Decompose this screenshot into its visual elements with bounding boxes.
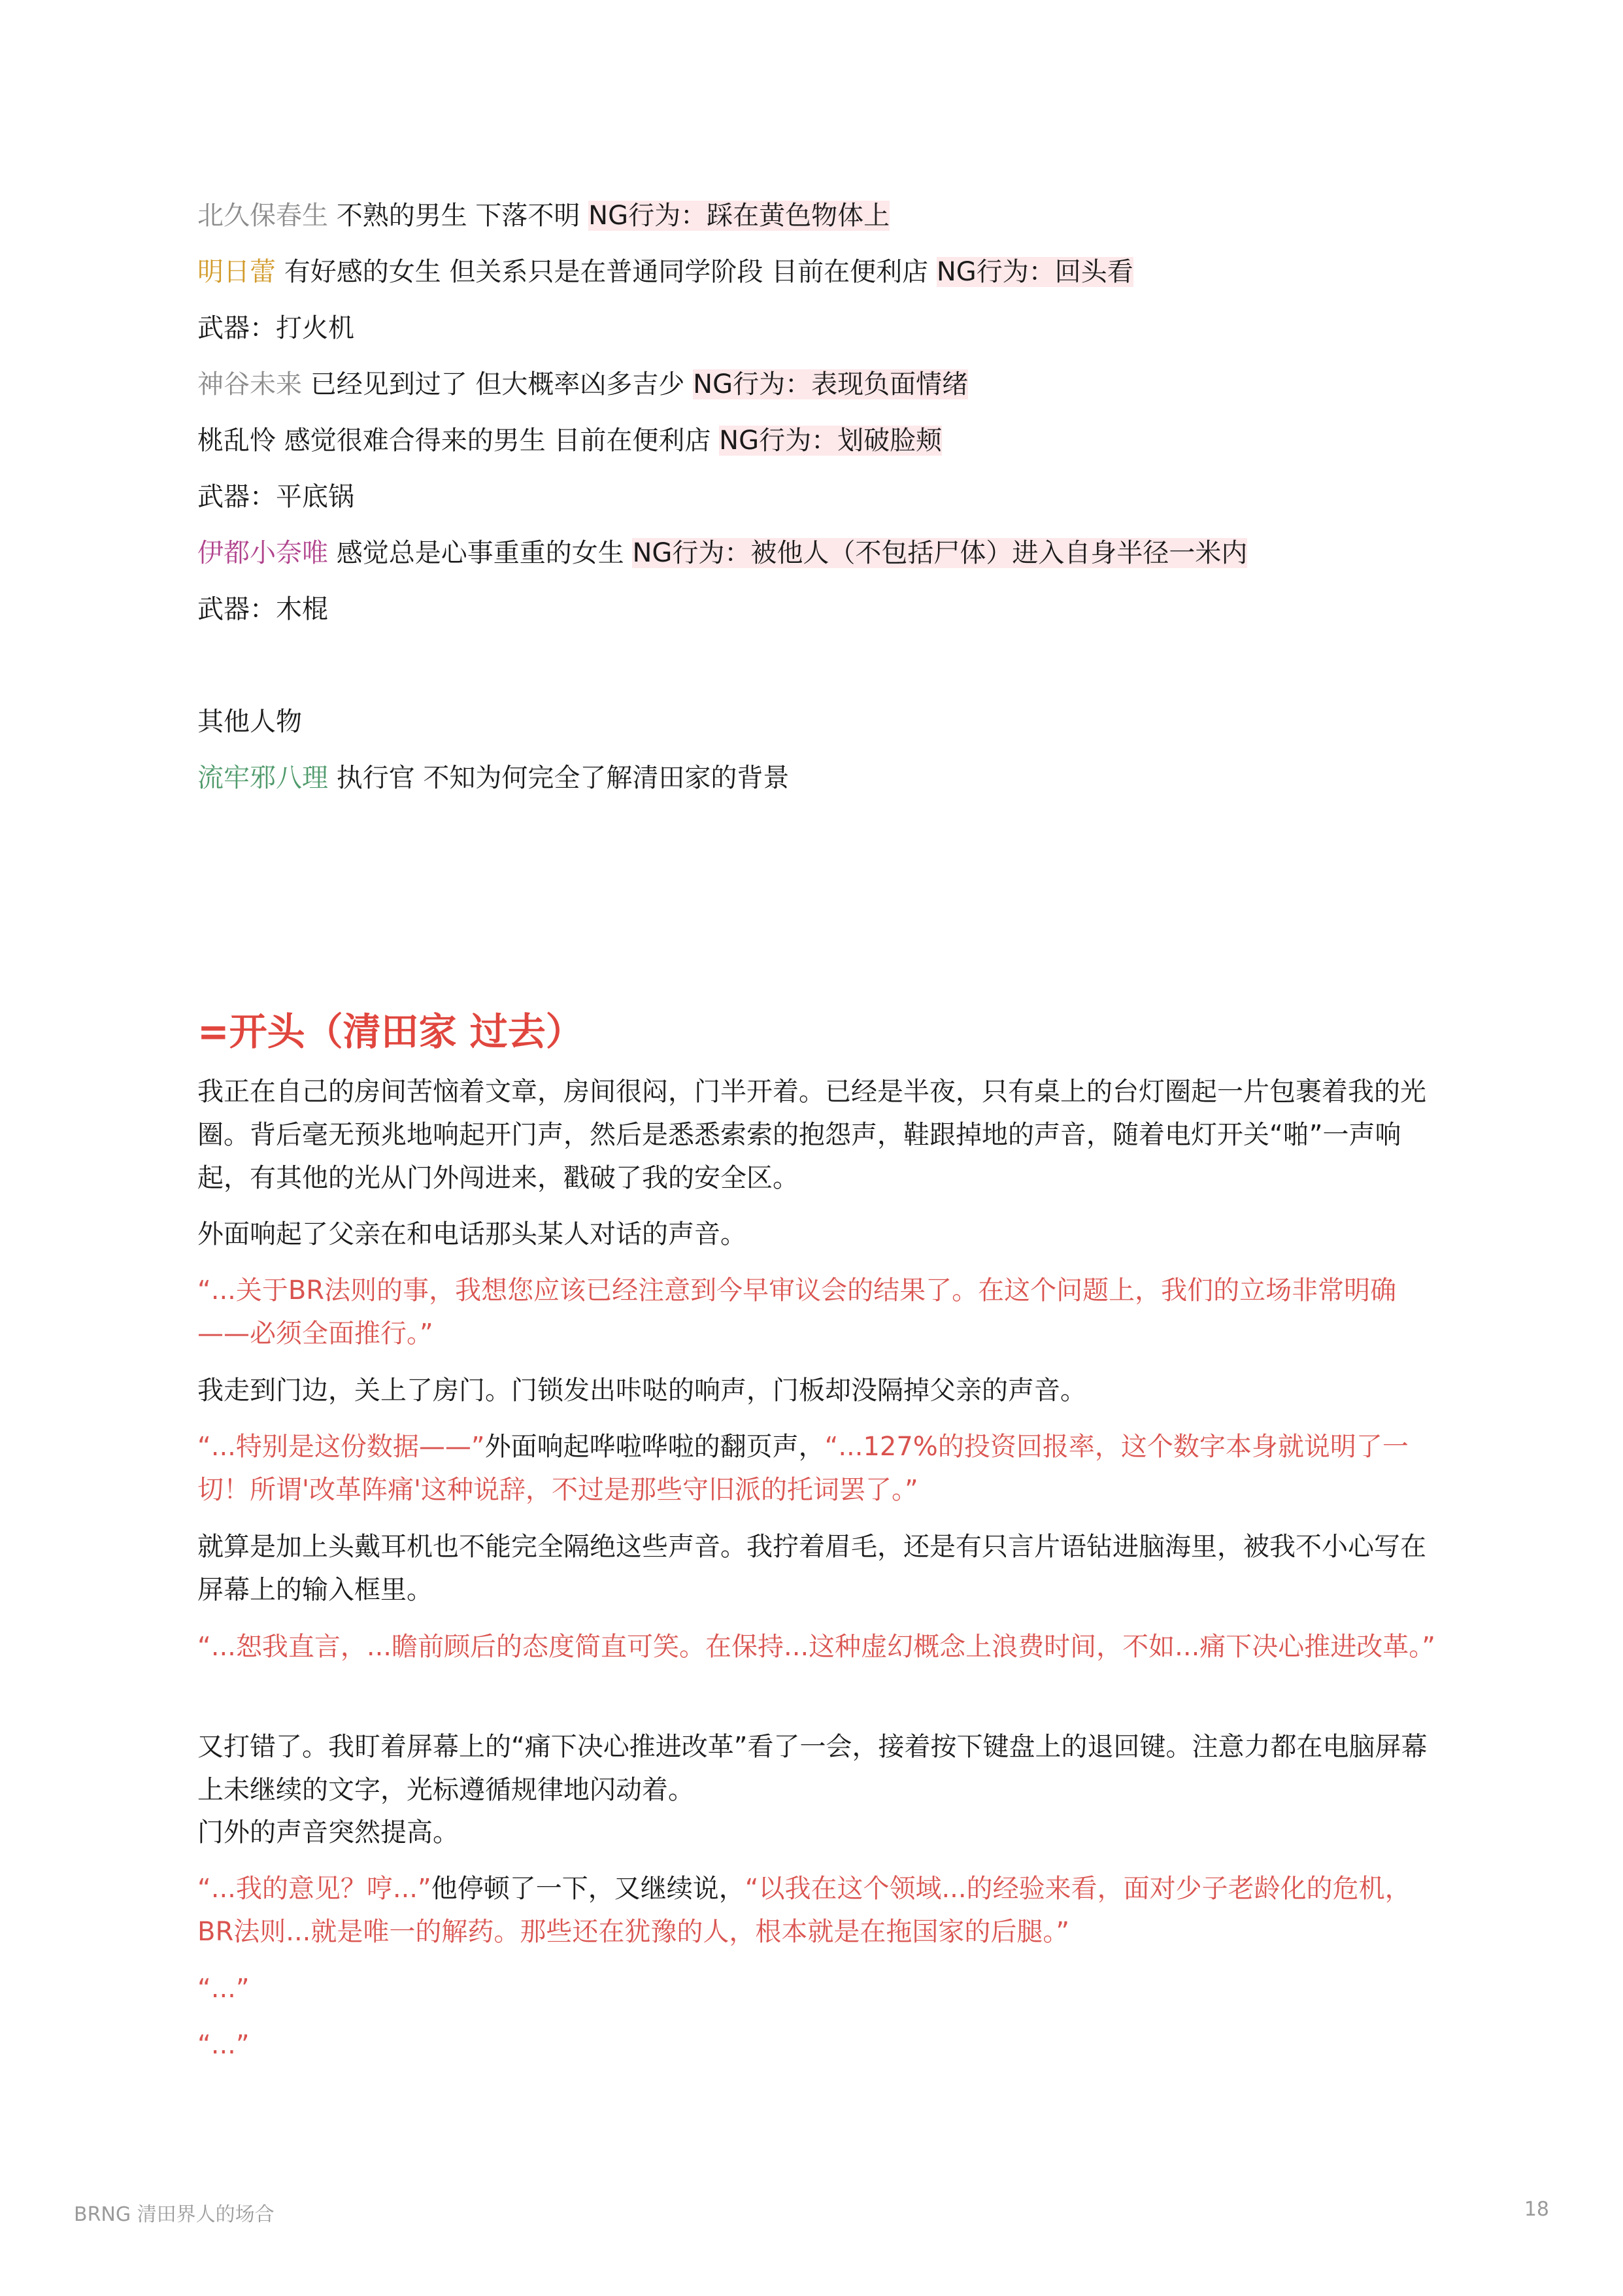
dialogue-line: “...” bbox=[197, 1974, 250, 2004]
story-paragraph: 我正在自己的房间苦恼着文章，房间很闷，门半开着。已经是半夜，只有桌上的台灯圈起一片包裹着我的光圈。背后毫无预兆地响起开门声，然后是悉悉索索的抱怨声，鞋跟掉地的声音，随着电灯开关“啪”一声响起，有其他的光从门外闯进来，戳破了我的安全区。 bbox=[197, 1077, 1426, 1193]
story-paragraph: 我走到门边，关上了房门。门锁发出咔哒的响声，门板却没隔掉父亲的声音。 bbox=[197, 1376, 1086, 1406]
narration-fragment: 他停顿了一下，又继续说， bbox=[431, 1874, 745, 1904]
weapon-line: 武器：木棍 bbox=[197, 594, 328, 624]
story-paragraph bbox=[197, 1867, 1439, 1953]
dialogue-line: “...关于BR法则的事，我想您应该已经注意到今早审议会的结果了。在这个问题上，我们的立场非常明确——必须全面推行。” bbox=[197, 1275, 1397, 1349]
others-heading: 其他人物 bbox=[197, 707, 302, 737]
story-paragraph: 外面响起了父亲在和电话那头某人对话的声音。 bbox=[197, 1219, 746, 1249]
section-title: =开头（清田家 过去） bbox=[197, 1009, 584, 1054]
character-name: 神谷未来 bbox=[197, 369, 302, 399]
character-name: 明日蕾 bbox=[197, 257, 276, 287]
weapon-line: 武器：打火机 bbox=[197, 313, 354, 343]
weapon-line: 武器：平底锅 bbox=[197, 482, 354, 512]
ng-behavior: NG行为：被他人（不包括尸体）进入自身半径一米内 bbox=[632, 538, 1248, 568]
narration-fragment: 外面响起哗啦哗啦的翻页声， bbox=[484, 1432, 825, 1462]
dialogue-line: “...” bbox=[197, 2030, 250, 2060]
character-name: 流牢邪八理 bbox=[197, 763, 328, 793]
character-desc: 感觉很难合得来的男生 目前在便利店 bbox=[276, 426, 720, 456]
story-paragraph: 又打错了。我盯着屏幕上的“痛下决心推进改革”看了一会，接着按下键盘上的退回键。注意力都在电脑屏幕上未继续的文字，光标遵循规律地闪动着。 bbox=[197, 1732, 1428, 1805]
story-paragraph bbox=[197, 1425, 1439, 1511]
dialogue-fragment: “以我在这个领域...的经验来看，面对少子老龄化的危机，BR法则...就是唯一的解药。那些还在犹豫的人，根本就是在拖国家的后腿。” bbox=[197, 1874, 1411, 1947]
character-desc: 执行官 不知为何完全了解清田家的背景 bbox=[328, 763, 790, 793]
ng-behavior: NG行为：表现负面情绪 bbox=[693, 369, 969, 399]
character-entry bbox=[197, 366, 968, 403]
character-desc: 已经见到过了 但大概率凶多吉少 bbox=[302, 369, 694, 399]
character-name: 桃乱怜 bbox=[197, 426, 276, 456]
character-entry bbox=[197, 760, 789, 796]
character-entry bbox=[197, 535, 1247, 571]
footer-title: BRNG 清田界人的场合 bbox=[74, 2203, 275, 2226]
character-desc: 感觉总是心事重重的女生 bbox=[328, 538, 633, 568]
character-name: 北久保春生 bbox=[197, 201, 328, 231]
character-desc: 有好感的女生 但关系只是在普通同学阶段 目前在便利店 bbox=[276, 257, 937, 287]
character-entry bbox=[197, 254, 1133, 290]
page-number: 18 bbox=[1524, 2198, 1549, 2221]
ng-behavior: NG行为：踩在黄色物体上 bbox=[588, 201, 890, 231]
ng-behavior: NG行为：回头看 bbox=[936, 257, 1133, 287]
character-desc: 不熟的男生 下落不明 bbox=[328, 201, 589, 231]
character-entry bbox=[197, 197, 890, 234]
ng-behavior: NG行为：划破脸颊 bbox=[719, 426, 943, 456]
story-paragraph: 门外的声音突然提高。 bbox=[197, 1817, 459, 1848]
dialogue-fragment: “...特别是这份数据——” bbox=[197, 1432, 485, 1462]
character-entry bbox=[197, 422, 942, 459]
dialogue-line: “...恕我直言，...瞻前顾后的态度简直可笑。在保持...这种虚幻概念上浪费时间，不如...痛下决心推进改革。” bbox=[197, 1632, 1436, 1662]
story-paragraph: 就算是加上头戴耳机也不能完全隔绝这些声音。我拧着眉毛，还是有只言片语钻进脑海里，被我不小心写在屏幕上的输入框里。 bbox=[197, 1532, 1426, 1605]
dialogue-fragment: “...127%的投资回报率，这个数字本身就说明了一切！所谓'改革阵痛'这种说辞，不过是那些守旧派的托词罢了。” bbox=[197, 1432, 1409, 1505]
dialogue-fragment: “...我的意见？哼...” bbox=[197, 1874, 431, 1904]
character-name: 伊都小奈唯 bbox=[197, 538, 328, 568]
